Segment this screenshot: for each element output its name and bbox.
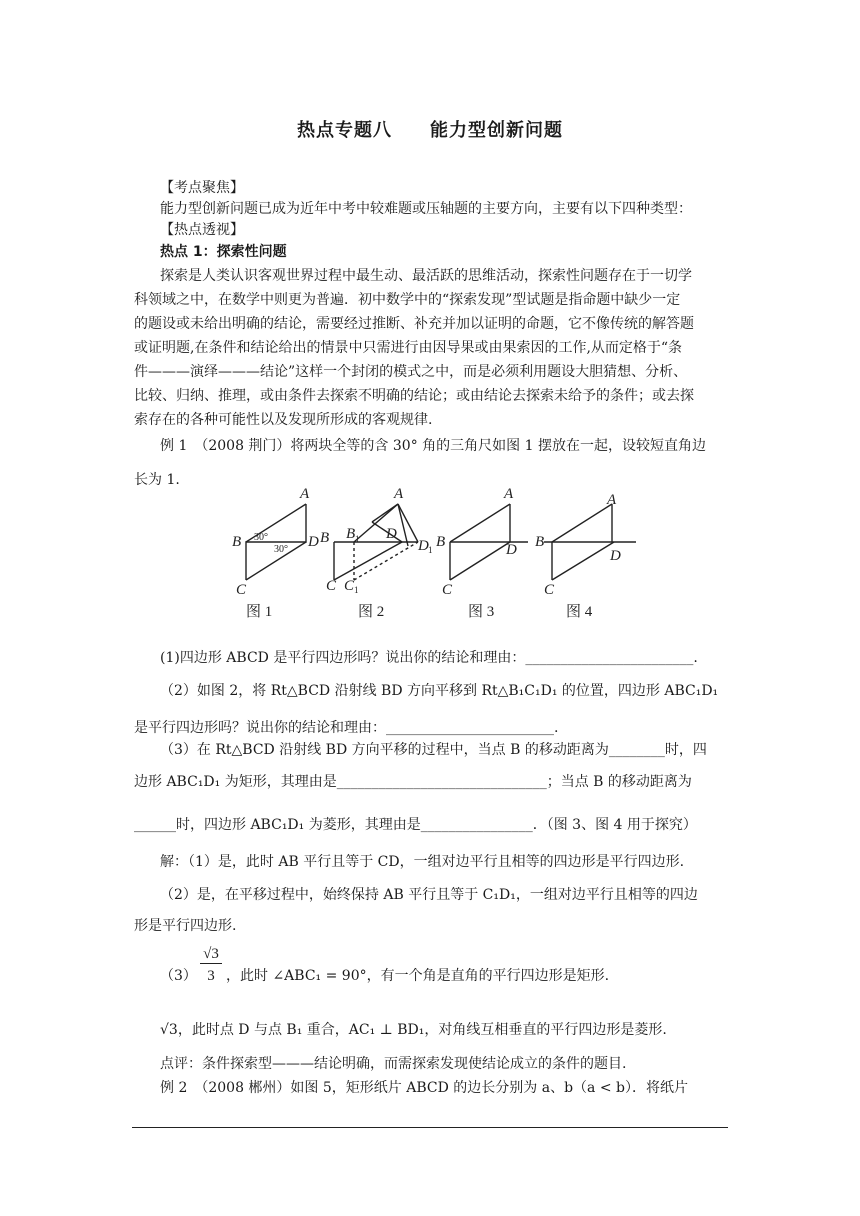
question-3-line-3: ______时，四边形 ABC₁D₁ 为菱形，其理由是________________．（图 3、图 4 用于探究）: [134, 817, 697, 833]
fig1-caption: 图 1: [246, 604, 273, 620]
comment: 点评：条件探索型———结论明确，而需探索发现使结论成立的条件的题目.: [160, 1056, 627, 1072]
svg-text:1: 1: [355, 534, 360, 544]
hot1-heading: 热点 1：探索性问题: [160, 244, 287, 260]
svg-text:B: B: [346, 526, 356, 542]
solution-2-line-1: （2）是，在平移过程中，始终保持 AB 平行且等于 C₁D₁，一组对边平行且相等的四边: [160, 887, 698, 903]
question-2-line-2: 是平行四边形吗？说出你的结论和理由：________________________.: [134, 720, 559, 736]
solution-1: 解：（1）是，此时 AB 平行且等于 CD，一组对边平行且相等的四边形是平行四边形.: [160, 854, 685, 870]
svg-text:D: D: [386, 526, 397, 542]
svg-text:C: C: [442, 582, 453, 598]
svg-text:1: 1: [428, 545, 433, 555]
solution-2-line-2: 形是平行四边形.: [134, 918, 237, 934]
svg-text:30°: 30°: [274, 544, 288, 555]
intro-line-1: 探索是人类认识客观世界过程中最生动、最活跃的思维活动，探索性问题存在于一切学: [160, 268, 692, 284]
kaodian-text: 能力型创新问题已成为近年中考中较难题或压轴题的主要方向，主要有以下四种类型：: [160, 201, 692, 217]
solution-3-fraction-numerator: √3: [200, 946, 222, 964]
svg-text:B: B: [436, 534, 446, 550]
svg-text:C: C: [344, 578, 355, 594]
svg-text:D: D: [418, 538, 429, 554]
example1-line-2: 长为 1.: [134, 472, 180, 488]
fig1-label-b: B: [232, 534, 242, 550]
svg-text:A: A: [607, 492, 617, 508]
fig3-caption: 图 3: [468, 604, 495, 620]
svg-text:30°: 30°: [254, 532, 268, 543]
svg-text:A: A: [394, 486, 404, 502]
intro-line-2: 科领域之中，在数学中则更为普遍．初中数学中的“探索发现”型试题是指命题中缺少一定: [134, 292, 681, 308]
question-3-line-1: （3）在 Rt△BCD 沿射线 BD 方向平移的过程中，当点 B 的移动距离为________时，四: [160, 742, 707, 758]
question-3-line-2: 边形 ABC₁D₁ 为矩形，其理由是______________________________；当点 B 的移动距离为: [134, 774, 692, 790]
question-2-line-1: （2）如图 2，将 Rt△BCD 沿射线 BD 方向平移到 Rt△B₁C₁D₁ 的位置，四边形 ABC₁D₁: [160, 683, 719, 699]
svg-text:C: C: [326, 578, 337, 594]
fig1-label-a: A: [300, 486, 310, 502]
solution-3-prefix: （3）: [160, 968, 197, 984]
svg-text:A: A: [504, 486, 514, 502]
svg-text:D: D: [506, 542, 517, 558]
redian-heading: 【热点透视】: [160, 222, 244, 238]
example2-line-1: 例 2 （2008 郴州）如图 5，矩形纸片 ABCD 的边长分别为 a、b（a < b）．将纸片: [160, 1080, 688, 1096]
svg-text:1: 1: [354, 585, 359, 595]
example1-line-1: 例 1 （2008 荆门）将两块全等的含 30° 角的三角尺如图 1 摆放在一起，设较短直角边: [160, 438, 706, 454]
svg-text:C: C: [544, 582, 555, 598]
solution-3-fraction-denominator: 3: [207, 968, 215, 984]
intro-line-5: 件———演绎———结论”这样一个封闭的模式之中，而是必须利用题设大胆猜想、分析、: [134, 364, 688, 380]
fig2-caption: 图 2: [358, 604, 385, 620]
svg-text:D: D: [610, 548, 621, 564]
svg-text:B: B: [535, 534, 545, 550]
figures-row: [222, 482, 652, 622]
page-title: 热点专题八 能力型创新问题: [297, 120, 563, 141]
intro-line-4: 或证明题,在条件和结论给出的情景中只需进行由因导果或由果索因的工作,从而定格于“条: [134, 340, 683, 356]
svg-text:B: B: [320, 530, 330, 546]
solution-3-text: ，此时 ∠ABC₁ = 90°，有一个角是直角的平行四边形是矩形.: [226, 968, 610, 984]
kaodian-heading: 【考点聚焦】: [160, 180, 244, 196]
footer-rule: [132, 1127, 728, 1128]
intro-line-3: 的题设或未给出明确的结论，需要经过推断、补充并加以证明的命题，它不像传统的解答题: [134, 316, 694, 332]
intro-line-6: 比较、归纳、推理，或由条件去探索不明确的结论；或由结论去探索未给予的条件；或去探: [134, 388, 694, 404]
fig1-label-c: C: [236, 582, 247, 598]
question-1: (1)四边形 ABCD 是平行四边形吗？说出你的结论和理由：________________________.: [160, 650, 698, 666]
solution-3b-text: √3，此时点 D 与点 B₁ 重合，AC₁ ⊥ BD₁，对角线互相垂直的平行四边形是菱形.: [160, 1022, 667, 1038]
intro-line-7: 索存在的各种可能性以及发现所形成的客观规律.: [134, 412, 433, 428]
fig4-caption: 图 4: [566, 604, 593, 620]
fig1-label-d: D: [308, 534, 319, 550]
